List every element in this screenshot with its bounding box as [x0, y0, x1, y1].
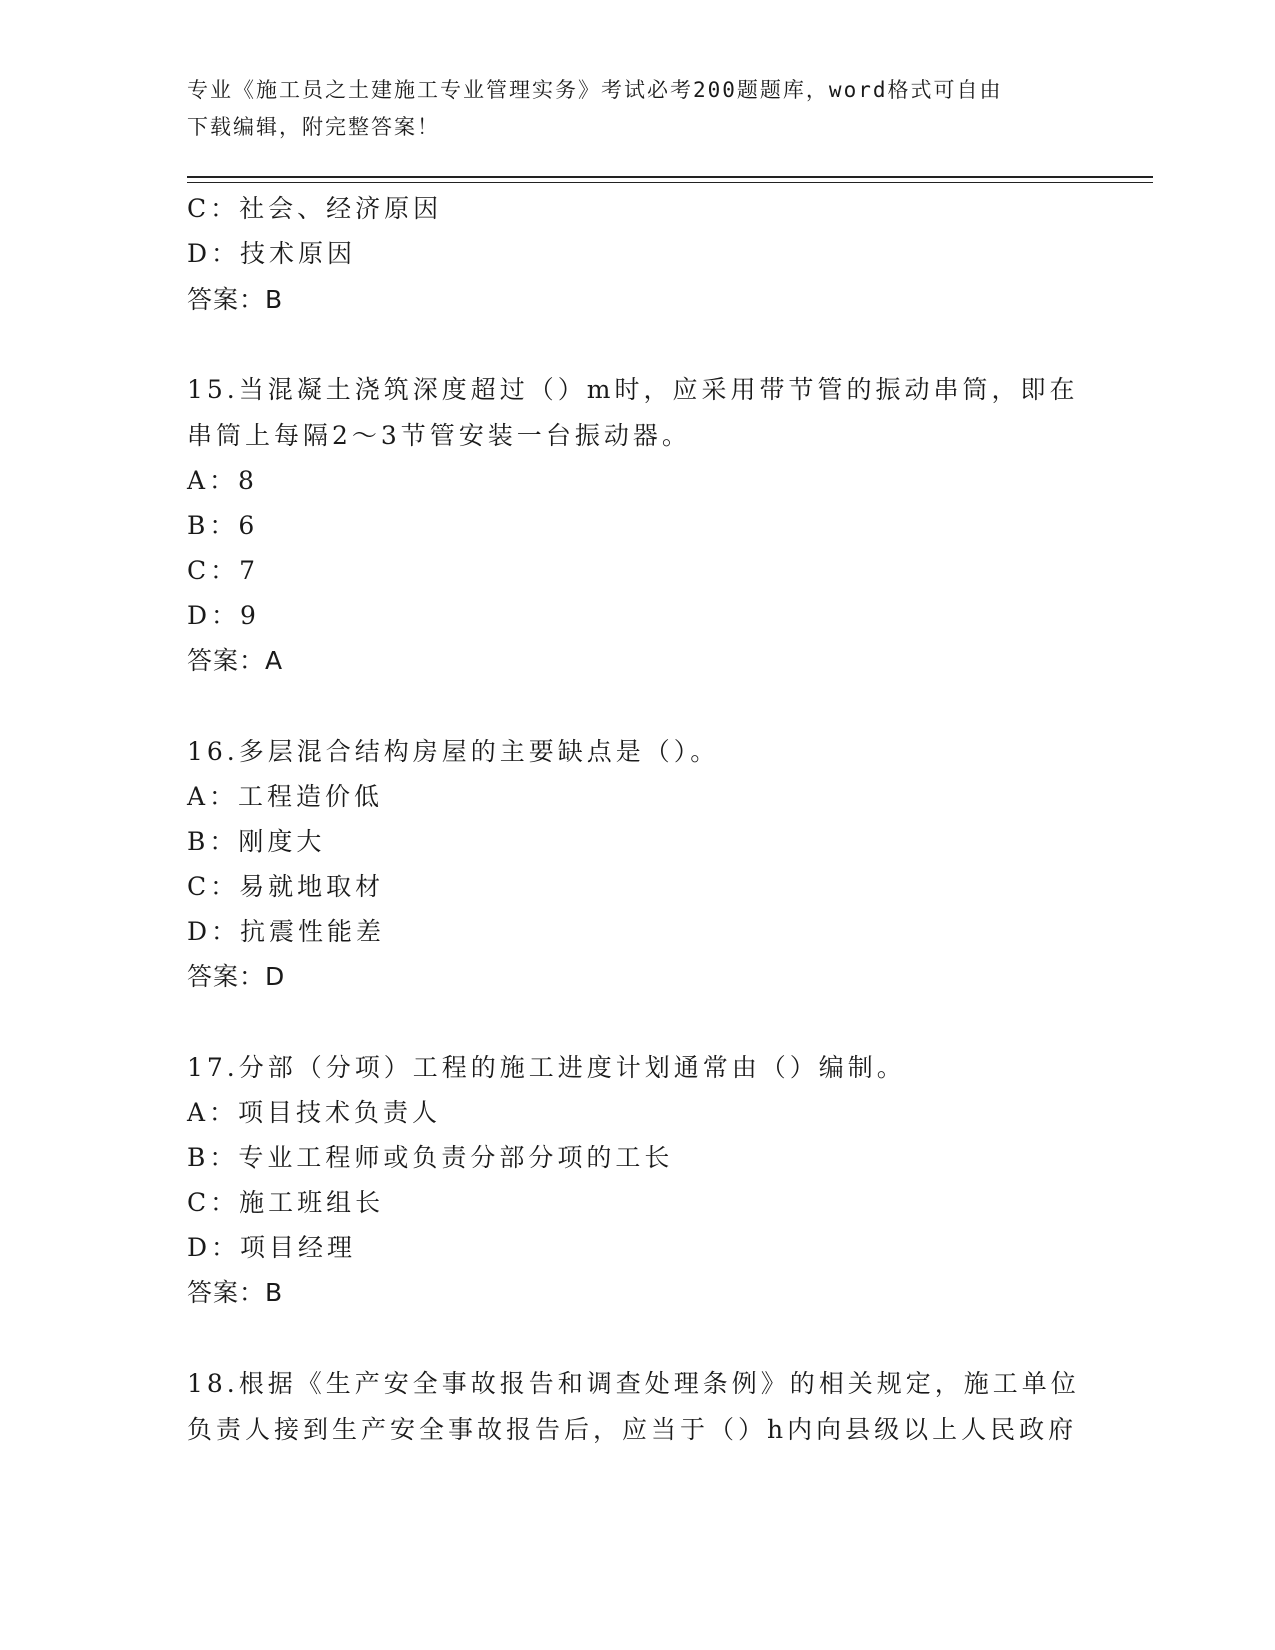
q16-stem-line-1: 16.多层混合结构房屋的主要缺点是（）。 [187, 737, 720, 766]
header-line-2: 下载编辑，附完整答案！ [187, 115, 440, 139]
q15-option-c: C：7 [187, 556, 260, 585]
q17-option-c: C：施工班组长 [187, 1188, 385, 1217]
q14-answer: 答案：B [187, 285, 284, 314]
q15-stem-line-1: 15.当混凝土浇筑深度超过（）m时，应采用带节管的振动串筒，即在 [187, 375, 1079, 404]
header-rule-thick [187, 176, 1153, 178]
q16-answer: 答案：D [187, 962, 286, 991]
header-rule-thin [187, 182, 1153, 183]
q16-option-c: C：易就地取材 [187, 872, 385, 901]
q15-option-d: D：9 [187, 601, 260, 630]
header-line-1: 专业《施工员之土建施工专业管理实务》考试必考200题题库，word格式可自由 [187, 78, 1003, 102]
q16-option-d: D：抗震性能差 [187, 917, 386, 946]
q15-stem-line-2: 串筒上每隔2～3节管安装一台振动器。 [187, 421, 691, 450]
q14-option-c: C：社会、经济原因 [187, 194, 443, 223]
q17-option-d: D：项目经理 [187, 1233, 357, 1262]
q17-answer: 答案：B [187, 1278, 284, 1307]
q15-option-b: B：6 [187, 511, 259, 540]
q15-answer: 答案：A [187, 646, 284, 675]
q17-option-b: B：专业工程师或负责分部分项的工长 [187, 1143, 674, 1172]
q18-stem-line-2: 负责人接到生产安全事故报告后，应当于（）h内向县级以上人民政府 [187, 1415, 1078, 1444]
q17-option-a: A：项目技术负责人 [187, 1098, 442, 1127]
page-header [187, 72, 1067, 146]
q15-option-a: A：8 [187, 466, 258, 495]
q17-stem-line-1: 17.分部（分项）工程的施工进度计划通常由（）编制。 [187, 1053, 906, 1082]
q16-option-b: B：刚度大 [187, 827, 326, 856]
q14-option-d: D：技术原因 [187, 239, 357, 268]
q18-stem-line-1: 18.根据《生产安全事故报告和调查处理条例》的相关规定，施工单位 [187, 1369, 1080, 1398]
q16-option-a: A：工程造价低 [187, 782, 384, 811]
